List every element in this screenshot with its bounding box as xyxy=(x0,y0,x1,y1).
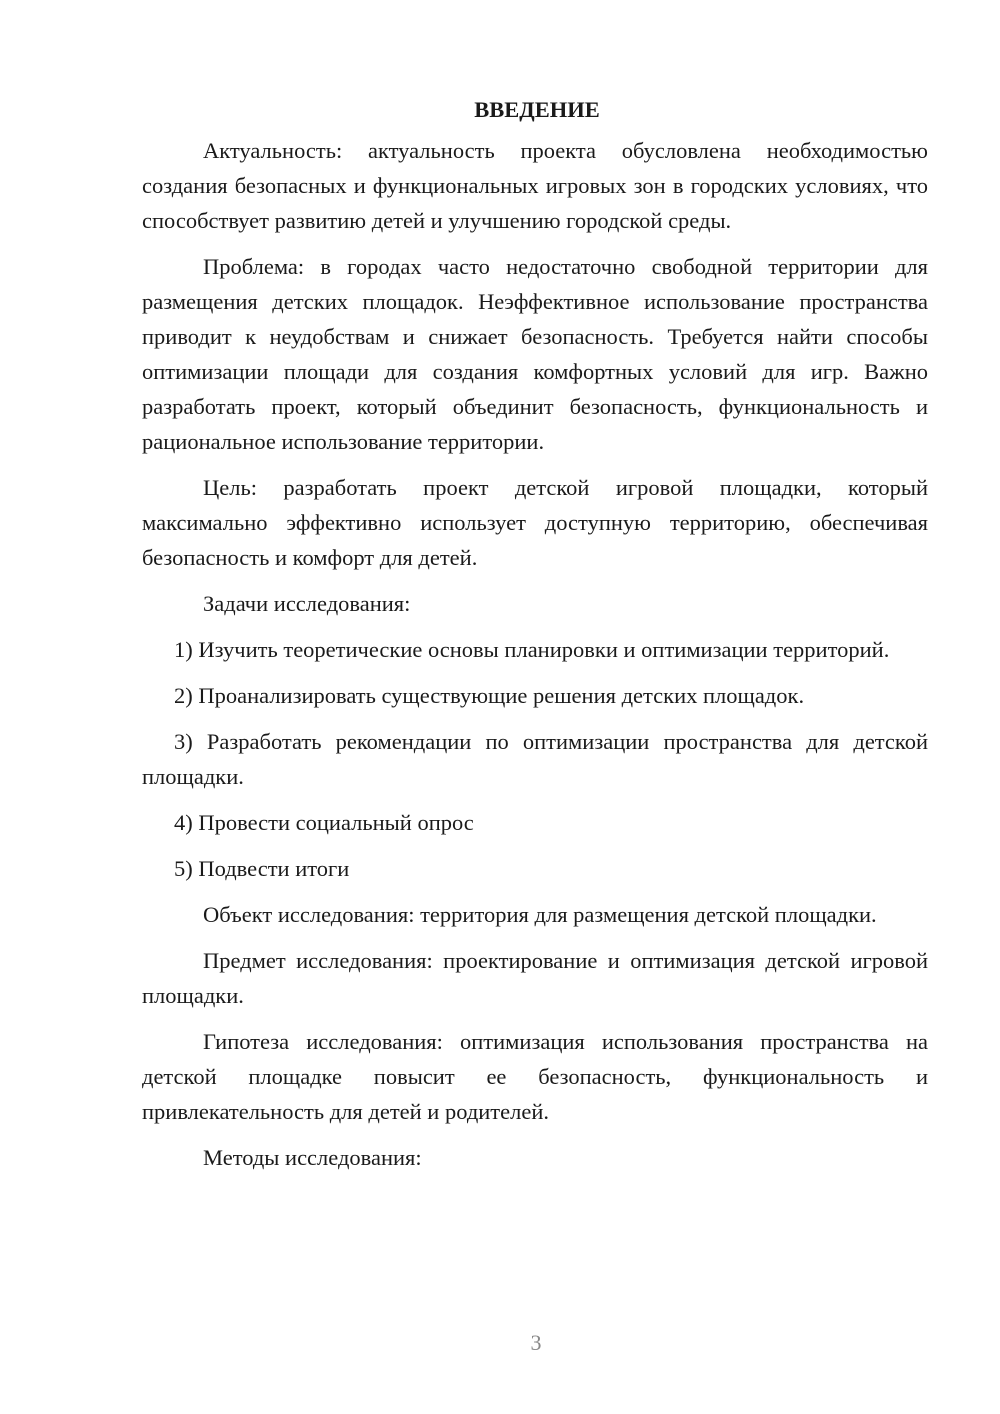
paragraph-subject: Предмет исследования: проектирование и оптимизация детской игровой площадки. xyxy=(142,948,928,1008)
section-title: ВВЕДЕНИЕ xyxy=(474,97,600,122)
task-list-item: 3) Разработать рекомендации по оптимизации пространства для детской площадки. xyxy=(142,729,928,789)
page-number: 3 xyxy=(530,1330,542,1355)
paragraph-object: Объект исследования: территория для размещения детской площадки. xyxy=(203,902,877,927)
paragraph-goal: Цель: разработать проект детской игровой площадки, который максимально эффективно использует доступную территорию, обеспечивая безопасность и комфорт для детей. xyxy=(142,475,928,570)
paragraph-problem: Проблема: в городах часто недостаточно свободной территории для размещения детских площадок. Неэффективное использование пространства приводит к неудобствам и снижает безопасность. Требуется найти способы оптимизации площади для создания комфортных условий для игр. Важно разработать проект, который объединит безопасность, функциональность и рациональное использование территории. xyxy=(142,254,928,454)
paragraph-relevance: Актуальность: актуальность проекта обусловлена необходимостью создания безопасных и функциональных игровых зон в городских условиях, что способствует развитию детей и улучшению городской среды. xyxy=(142,138,928,233)
task-list-item: 5) Подвести итоги xyxy=(174,856,350,881)
task-list-item: 1) Изучить теоретические основы планировки и оптимизации территорий. xyxy=(174,637,890,662)
task-list-item: 4) Провести социальный опрос xyxy=(174,810,474,835)
task-list-item: 2) Проанализировать существующие решения детских площадок. xyxy=(174,683,805,708)
paragraph-methods-heading: Методы исследования: xyxy=(203,1145,422,1170)
paragraph-tasks-heading: Задачи исследования: xyxy=(203,591,411,616)
paragraph-hypothesis: Гипотеза исследования: оптимизация использования пространства на детской площадке повысит ее безопасность, функциональность и привлекательность для детей и родителей. xyxy=(142,1029,928,1124)
page-content xyxy=(142,92,928,1186)
